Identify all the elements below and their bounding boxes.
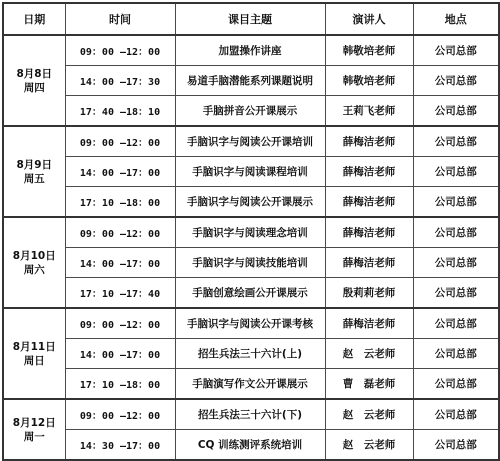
date-label: 8月12日 [12,416,56,429]
weekday-label: 周六 [23,263,45,276]
table-row [3,187,499,218]
time-cell: 14：30 —17：00 [65,430,175,461]
table-row [3,35,499,66]
table-row [3,66,499,96]
speaker-cell: 殷莉莉老师 [325,278,413,309]
topic-cell: 手脑识字与阅读公开课展示 [175,187,325,218]
time-cell: 09：00 —12：00 [65,35,175,66]
time-cell: 09：00 —12：00 [65,217,175,248]
date-label: 8月11日 [12,340,56,353]
table-row [3,430,499,461]
header-date: 日期 [3,3,65,35]
table-row [3,248,499,278]
place-cell: 公司总部 [413,278,499,309]
table-row [3,157,499,187]
topic-cell: 招生兵法三十六计(上) [175,339,325,369]
place-cell: 公司总部 [413,217,499,248]
speaker-cell: 薛梅洁老师 [325,248,413,278]
date-cell [3,399,65,460]
time-cell: 14：00 —17：30 [65,66,175,96]
time-cell: 09：00 —12：00 [65,308,175,339]
time-cell: 17：10 —18：00 [65,369,175,400]
weekday-label: 周一 [23,430,45,443]
topic-cell: 手脑识字与阅读理念培训 [175,217,325,248]
header-speaker: 演讲人 [325,3,413,35]
table-row [3,369,499,400]
topic-cell: 加盟操作讲座 [175,35,325,66]
topic-cell: 手脑创意绘画公开课展示 [175,278,325,309]
time-cell: 14：00 —17：00 [65,248,175,278]
header-topic: 课目主题 [175,3,325,35]
place-cell: 公司总部 [413,248,499,278]
place-cell: 公司总部 [413,430,499,461]
topic-cell: 手脑演写作文公开课展示 [175,369,325,400]
speaker-cell: 薛梅洁老师 [325,126,413,157]
time-cell: 09：00 —12：00 [65,126,175,157]
table-row [3,126,499,157]
date-label: 8月10日 [12,249,56,262]
weekday-label: 周四 [23,81,45,94]
topic-cell: 易道手脑潜能系列课题说明 [175,66,325,96]
speaker-cell: 薛梅洁老师 [325,217,413,248]
time-cell: 17：40 —18：10 [65,96,175,127]
speaker-cell: 曹 磊老师 [325,369,413,400]
schedule-table [2,2,500,461]
place-cell: 公司总部 [413,187,499,218]
speaker-cell: 薛梅洁老师 [325,157,413,187]
place-cell: 公司总部 [413,66,499,96]
place-cell: 公司总部 [413,399,499,430]
topic-cell: 招生兵法三十六计(下) [175,399,325,430]
time-cell: 17：10 —17：40 [65,278,175,309]
header-row [3,3,499,35]
speaker-cell: 王莉飞老师 [325,96,413,127]
place-cell: 公司总部 [413,339,499,369]
time-cell: 17：10 —18：00 [65,187,175,218]
table-row [3,308,499,339]
speaker-cell: 赵 云老师 [325,339,413,369]
date-cell [3,126,65,217]
place-cell: 公司总部 [413,35,499,66]
place-cell: 公司总部 [413,96,499,127]
topic-cell: CQ 训练测评系统培训 [175,430,325,461]
table-row [3,339,499,369]
date-cell [3,35,65,126]
topic-cell: 手脑识字与阅读技能培训 [175,248,325,278]
speaker-cell: 韩敬培老师 [325,35,413,66]
speaker-cell: 薛梅洁老师 [325,187,413,218]
weekday-label: 周日 [23,354,45,367]
topic-cell: 手脑识字与阅读公开课培训 [175,126,325,157]
time-cell: 09：00 —12：00 [65,399,175,430]
date-cell [3,308,65,399]
speaker-cell: 韩敬培老师 [325,66,413,96]
header-time: 时间 [65,3,175,35]
place-cell: 公司总部 [413,126,499,157]
schedule-body [3,35,499,460]
time-cell: 14：00 —17：00 [65,339,175,369]
date-cell [3,217,65,308]
table-row [3,399,499,430]
place-cell: 公司总部 [413,157,499,187]
date-label: 8月9日 [16,158,53,171]
place-cell: 公司总部 [413,369,499,400]
weekday-label: 周五 [23,172,45,185]
table-row [3,278,499,309]
table-row [3,217,499,248]
topic-cell: 手脑识字与阅读公开课考核 [175,308,325,339]
place-cell: 公司总部 [413,308,499,339]
topic-cell: 手脑识字与阅读课程培训 [175,157,325,187]
date-label: 8月8日 [16,67,53,80]
table-row [3,96,499,127]
speaker-cell: 薛梅洁老师 [325,308,413,339]
topic-cell: 手脑拼音公开课展示 [175,96,325,127]
speaker-cell: 赵 云老师 [325,430,413,461]
time-cell: 14：00 —17：00 [65,157,175,187]
header-place: 地点 [413,3,499,35]
speaker-cell: 赵 云老师 [325,399,413,430]
